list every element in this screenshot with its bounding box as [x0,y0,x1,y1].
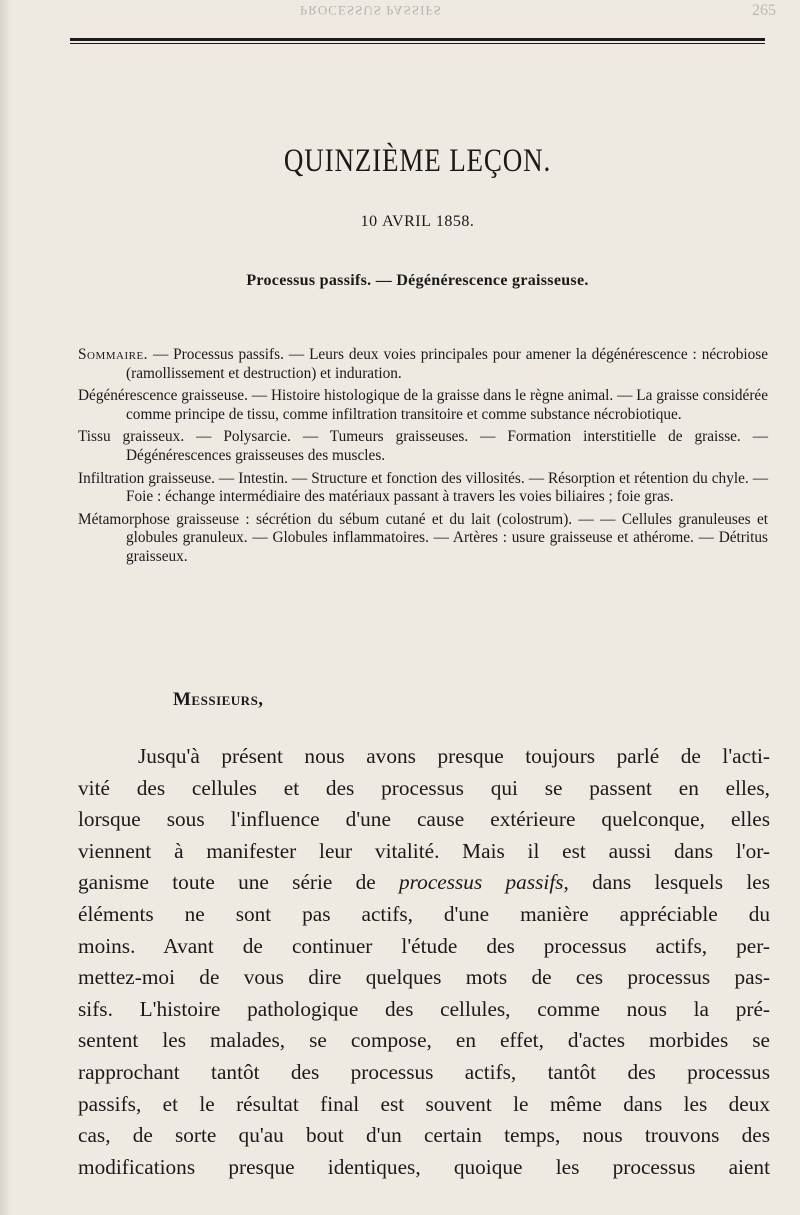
body-line: ganisme toute une série de processus passifs, dans lesquels les [78,870,771,895]
date-day: 10 [360,213,378,230]
date-month: AVRIL [382,213,432,230]
summary-lead: Sommaire. [78,346,149,363]
body-line: moins. Avant de continuer l'étude des processus actifs, per- [78,933,770,958]
running-head: PROCESSUS PASSIFS [300,3,442,18]
body-line: éléments ne sont pas actifs, d'une manière appréciable du [78,901,770,926]
summary-paragraph: Tissu graisseux. — Polysarcie. — Tumeurs graisseuses. — Formation interstitielle de graisse. — Dégénérescences graisseuses des muscles. [78,428,768,464]
body-line: sifs. L'histoire pathologique des cellules, comme nous la pré- [78,996,770,1021]
summary-paragraph: Dégénérescence graisseuse. — Histoire histologique de la graisse dans le règne animal. — La graisse considérée comme principe de tissu, comme infiltration transitoire et comme substance nécrobiotique. [78,387,768,423]
body-line: passifs, et le résultat final est souvent le même dans les deux [78,1091,770,1116]
body-text [78,741,770,1183]
body-line: modifications presque identiques, quoique les processus aient [78,1154,770,1179]
page-edge-shadow [0,0,12,1215]
lecture-subtitle: Processus passifs. — Dégénérescence graisseuse. [246,272,589,289]
body-line: lorsque sous l'influence d'une cause extérieure quelconque, elles [78,807,770,832]
summary-paragraph: Métamorphose graisseuse : sécrétion du sébum cutané et du lait (colostrum). — — Cellules granuleuses et globules granuleux. — Globules inflammatoires. — Artères : usure graisseuse et athérome. — Détritus graisseux. [78,510,768,565]
salutation: Messieurs, [173,689,264,710]
summary-paragraph: Infiltration graisseuse. — Intestin. — Structure et fonction des villosités. — Résorption et rétention du chyle. — Foie : échange intermédiaire des matériaux passant à travers les voies biliaires ; foie gras. [78,469,768,506]
lecture-date [70,213,765,231]
body-line: Jusqu'à présent nous avons presque toujours parlé de l'acti- [138,744,770,768]
body-line: sentent les malades, se compose, en effet, d'actes morbides se [78,1028,770,1053]
body-line: rapprochant tantôt des processus actifs, tantôt des processus [78,1059,770,1084]
date-year: 1858. [435,213,475,230]
header-rule-thick [70,38,765,41]
body-line: vité des cellules et des processus qui se passent en elles, [78,775,770,800]
lecture-title: QUINZIÈME LEÇON. [283,143,552,179]
summary-paragraph: Sommaire. — Processus passifs. — Leurs deux voies principales pour amener la dégénérescence : nécrobiose (ramollissement et destruction) et induration. [78,346,768,382]
body-line: cas, de sorte qu'au bout d'un certain temps, nous trouvons des [78,1123,770,1148]
page-number: 265 [752,2,776,19]
body-line: viennent à manifester leur vitalité. Mais il est aussi dans l'or- [78,838,770,863]
body-line: mettez-moi de vous dire quelques mots de ces processus pas- [78,965,770,990]
header-rule-thin [70,43,765,44]
summary-block [78,346,768,571]
